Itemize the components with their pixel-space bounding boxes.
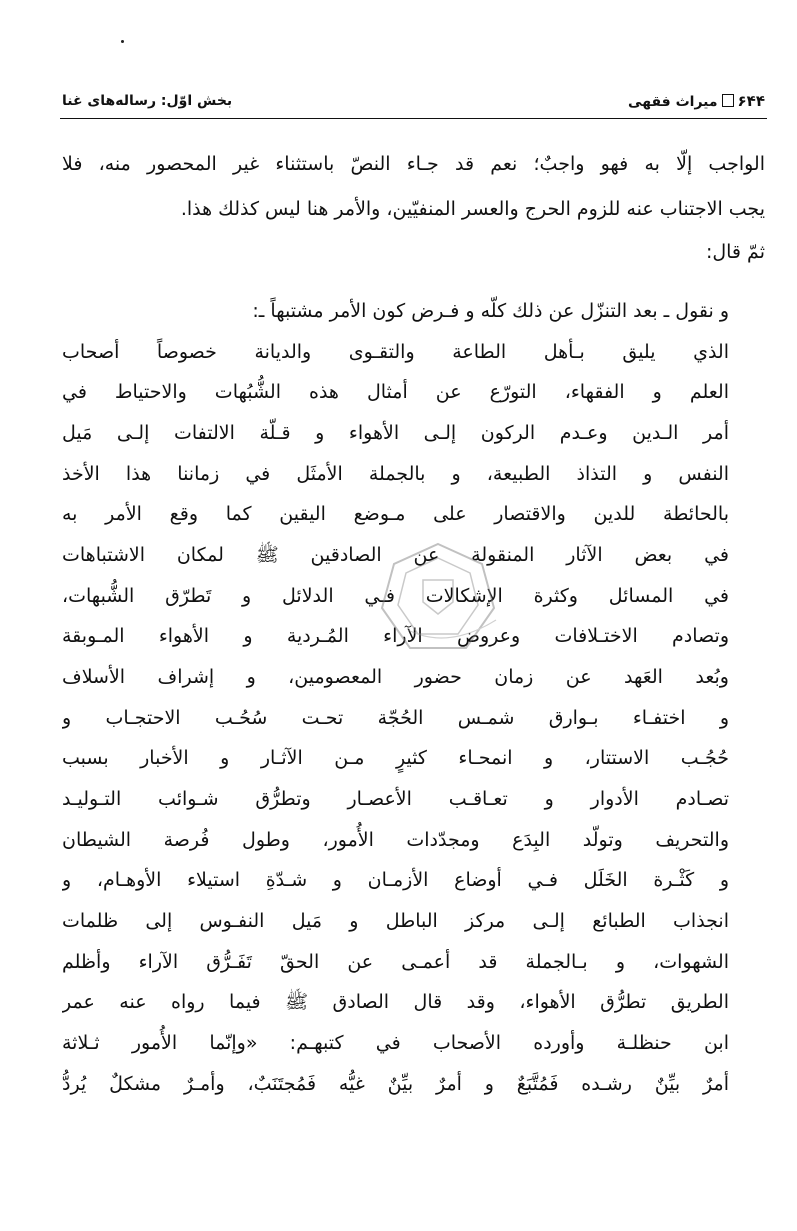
quote-line: الشهوات، و بـالجملة قد أعمـى عن الحقّ تَفَـرُّق الآراء وأظلم	[62, 951, 729, 973]
quote-line: في المسائل وكثرة الإشكالات فـي الدلائل و تَطرّق الشُّبهات،	[62, 585, 729, 607]
quote-line: في بعض الآثار المنقولة عن الصادقين ﷺ لمكان الاشتباهات	[62, 544, 729, 566]
quote-line: الطريق تطرُّق الأهواء، وقد قال الصادق ﷺ فيما رواه عنه عمر	[62, 991, 729, 1013]
quote-line: و اختفـاء بـوارق شمـس الحُجّة تحـت سُحُـب الاحتجـاب و	[62, 707, 729, 729]
quote-line: و كَثْـرة الخَلَل فـي أوضاع الأزمـان و شـدّةِ استيلاء الأوهـام، و	[62, 869, 729, 891]
header-page-info	[628, 88, 765, 115]
quote-line: و نقول ـ بعد التنزّل عن ذلك كلّه و فـرض كون الأمر مشتبهاً ـ:	[252, 300, 729, 322]
quote-line: أمر الـدين وعـدم الركون إلـى الأهواء و قـلّة الالتفات إلـى مَيل	[62, 422, 729, 444]
section-title: بخش اوّل: رساله‌های غنا	[62, 93, 233, 109]
quote-line: انجذاب الطبائع إلـى مركز الباطل و مَيل النفـوس إلى ظلمات	[62, 910, 729, 932]
paragraph-line: ثمّ قال:	[705, 241, 765, 263]
quote-line: النفس و التذاذ الطبيعة، و بالجملة الأمثَل في زماننا هذا الأخذ	[62, 463, 729, 485]
header-divider	[60, 118, 767, 119]
quote-line: وبُعد العَهد عن زمان حضور المعصومين، و إشراف الأسلاف	[62, 666, 729, 688]
quote-line: الذي يليق بـأهل الطاعة والتقـوى والديانة خصوصاً أصحاب	[62, 341, 729, 363]
quote-line: ابن حنظلـة وأورده الأصحاب في كتبهـم: «وإنّما الأُمور ثـلاثة	[62, 1032, 729, 1054]
book-title: میراث فقهی	[628, 94, 718, 110]
quote-line: بالحائطة للدين والاقتصار على مـوضع اليقين كما وقع الأمر به	[62, 503, 729, 525]
quote-line: العلم و الفقهاء، التورّع عن أمثال هذه الشُّبُهات والاحتياط في	[62, 381, 729, 403]
paragraph-line: الواجب إلّا به فهو واجبٌ؛ نعم قد جـاء النصّ باستثناء غير المحصور منه، فلا	[62, 153, 765, 175]
quote-line: أمرٌ بيِّنٌ رشـده فَمُتَّبَعٌ و أمرٌ بيِّنٌ غيُّه فَمُجتَنَبٌ، وأمـرٌ مشكلٌ يُردُّ	[62, 1073, 729, 1095]
quote-line: حُجُـب الاستتار، و انمحـاء كثيرٍ مـن الآثـار و الأخبار بسبب	[62, 747, 729, 769]
quote-line: والتحريف وتولّد البِدَع ومجدّدات الأُمور، وطول فُرصة الشيطان	[62, 829, 729, 851]
library-stamp-watermark	[378, 540, 498, 660]
running-header	[62, 88, 765, 114]
quote-line: وتصادم الاختـلافات وعروض الآراء المُـردية و الأهواء المـوبقة	[62, 625, 729, 647]
paragraph-line: يجب الاجتناب عنه للزوم الحرج والعسر المنفيّين، والأمر هنا ليس كذلك هذا.	[180, 198, 765, 220]
square-separator-icon	[722, 94, 734, 107]
page-number: ۶۴۴	[737, 92, 765, 110]
quote-line: تصـادم الأدوار و تعـاقـب الأعصـار وتطرُّق شـوائب التـوليـد	[62, 788, 729, 810]
ink-speck	[121, 40, 124, 43]
